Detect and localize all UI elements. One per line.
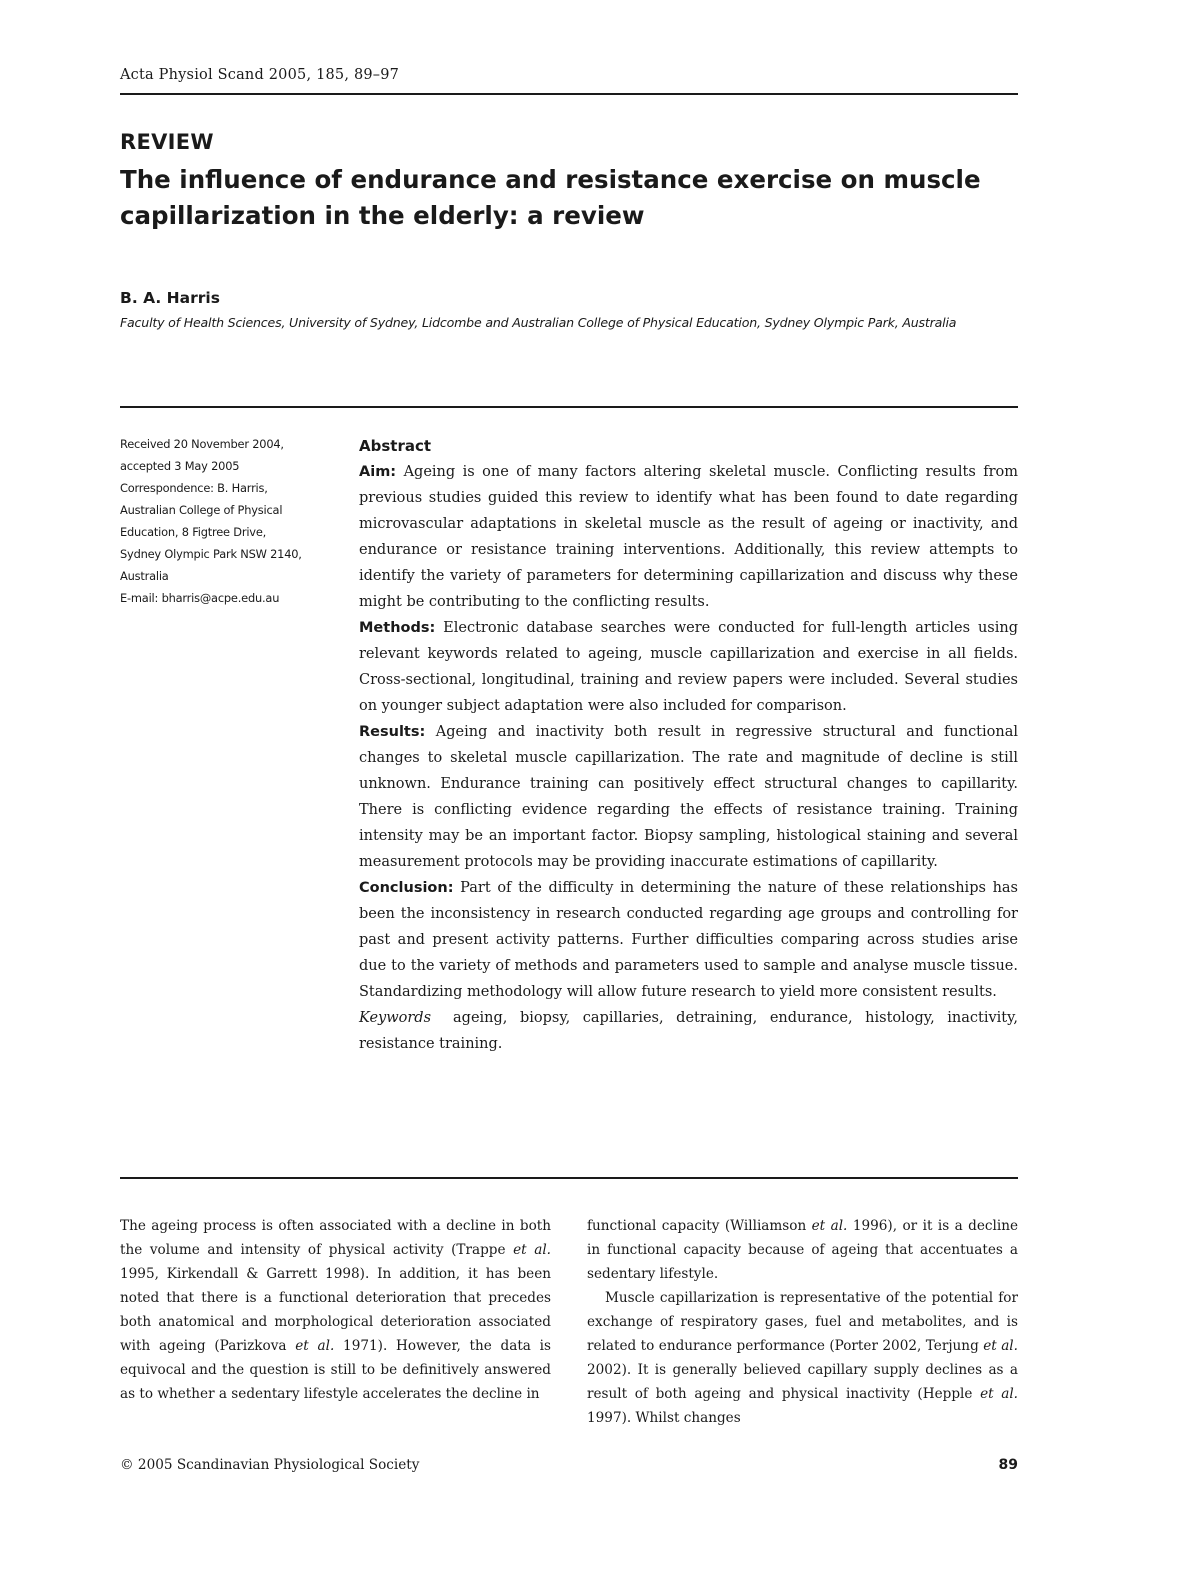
citation-etal: et al. xyxy=(513,1242,551,1258)
address-line: Australian College of Physical xyxy=(120,503,283,517)
address-line: Australia xyxy=(120,569,169,583)
address-line: Sydney Olympic Park NSW 2140, xyxy=(120,547,302,561)
abstract-bottom-rule xyxy=(120,1177,1018,1179)
aim-label: Aim: xyxy=(359,464,397,480)
citation-etal: et al. xyxy=(811,1218,848,1234)
body-text: 2002). It is generally believed capillary supply declines as a result of both ageing and physical inactivity (Hepple xyxy=(587,1362,1018,1402)
abstract-top-rule xyxy=(120,406,1018,408)
citation-etal: et al. xyxy=(983,1338,1018,1354)
citation-etal: et al. xyxy=(980,1386,1018,1402)
running-head: Acta Physiol Scand 2005, 185, 89–97 xyxy=(120,67,400,83)
aim-text: Ageing is one of many factors altering skeletal muscle. Conflicting results from previous studies guided this review to identify what has been found to date regarding microvascular adaptations in skeletal muscle as the result of ageing or inactivity, and endurance or resistance training interventions. Additionally, this review attempts to identify the variety of parameters for determining capillarization and discuss why these might be contributing to the conflicting results. xyxy=(359,464,1019,610)
body-text: 1997). Whilst changes xyxy=(587,1410,741,1426)
correspondence-line: Correspondence: B. Harris, xyxy=(120,481,268,495)
body-column-right xyxy=(587,1214,1018,1430)
abstract-heading: Abstract xyxy=(359,437,432,455)
address-line: Education, 8 Figtree Drive, xyxy=(120,525,267,539)
copyright-notice: © 2005 Scandinavian Physiological Society xyxy=(120,1457,420,1473)
abstract-conclusion xyxy=(359,875,1018,1005)
body-paragraph xyxy=(120,1214,551,1406)
methods-label: Methods: xyxy=(359,620,436,636)
keywords-text: ageing, biopsy, capillaries, detraining, endurance, histology, inactivity, resistance training. xyxy=(359,1010,1018,1052)
author-name: B. A. Harris xyxy=(120,289,220,307)
author-affiliation: Faculty of Health Sciences, University of Sydney, Lidcombe and Australian College of Physical Education, Sydney Olympic Park, Australia xyxy=(120,315,957,330)
abstract-keywords xyxy=(359,1005,1018,1057)
abstract xyxy=(359,433,1018,1057)
header-rule xyxy=(120,93,1018,95)
abstract-results xyxy=(359,719,1018,875)
methods-text: Electronic database searches were conducted for full-length articles using relevant keywords related to ageing, muscle capillarization and exercise in all fields. Cross-sectional, longitudinal, training and review papers were included. Several studies on younger subject adaptation were also included for comparison. xyxy=(359,620,1018,714)
abstract-methods xyxy=(359,615,1018,719)
keywords-label: Keywords xyxy=(359,1010,432,1026)
received-date: Received 20 November 2004, xyxy=(120,437,284,451)
section-label: REVIEW xyxy=(120,130,214,154)
abstract-aim xyxy=(359,459,1018,615)
body-text: functional capacity (Williamson xyxy=(587,1218,812,1234)
body-text: The ageing process is often associated with a decline in both the volume and intensity of physical activity (Trappe xyxy=(120,1218,551,1258)
conclusion-text: Part of the difficulty in determining the nature of these relationships has been the inconsistency in research conducted regarding age groups and controlling for past and present activity patterns. Further difficulties comparing across studies arise due to the variety of methods and parameters used to sample and analyse muscle tissue. Standardizing methodology will allow future research to yield more consistent results. xyxy=(359,880,1018,1000)
email-line: E-mail: bharris@acpe.edu.au xyxy=(120,591,280,605)
article-metadata xyxy=(120,433,348,609)
body-text: Muscle capillarization is representative of the potential for exchange of respiratory gases, fuel and metabolites, and is related to endurance performance (Porter 2002, Terjung xyxy=(587,1290,1018,1354)
body-text: 1995, Kirkendall & Garrett 1998). In addition, it has been noted that there is a functional deterioration that precedes both anatomical and morphological deterioration associated with ageing (Parizkova xyxy=(120,1266,551,1354)
results-text: Ageing and inactivity both result in regressive structural and functional changes to skeletal muscle capillarization. The rate and magnitude of decline is still unknown. Endurance training can positively effect structural changes to capillarity. There is conflicting evidence regarding the effects of resistance training. Training intensity may be an important factor. Biopsy sampling, histological staining and several measurement protocols may be providing inaccurate estimations of capillarity. xyxy=(359,724,1018,870)
conclusion-label: Conclusion: xyxy=(359,880,454,896)
body-paragraph xyxy=(587,1214,1018,1286)
results-label: Results: xyxy=(359,724,426,740)
citation-etal: et al. xyxy=(295,1338,335,1354)
body-column-left xyxy=(120,1214,551,1406)
body-text: 1971). However, the data is equivocal and the question is still to be definitively answered as to whether a sedentary lifestyle accelerates the decline in xyxy=(120,1338,551,1402)
article-title: The influence of endurance and resistance exercise on muscle capillarization in the elderly: a review xyxy=(120,165,981,230)
page-number: 89 xyxy=(998,1457,1018,1473)
body-text: 1996), or it is a decline in functional capacity because of ageing that accentuates a sedentary lifestyle. xyxy=(587,1218,1018,1282)
body-paragraph xyxy=(587,1286,1018,1430)
accepted-date: accepted 3 May 2005 xyxy=(120,459,240,473)
